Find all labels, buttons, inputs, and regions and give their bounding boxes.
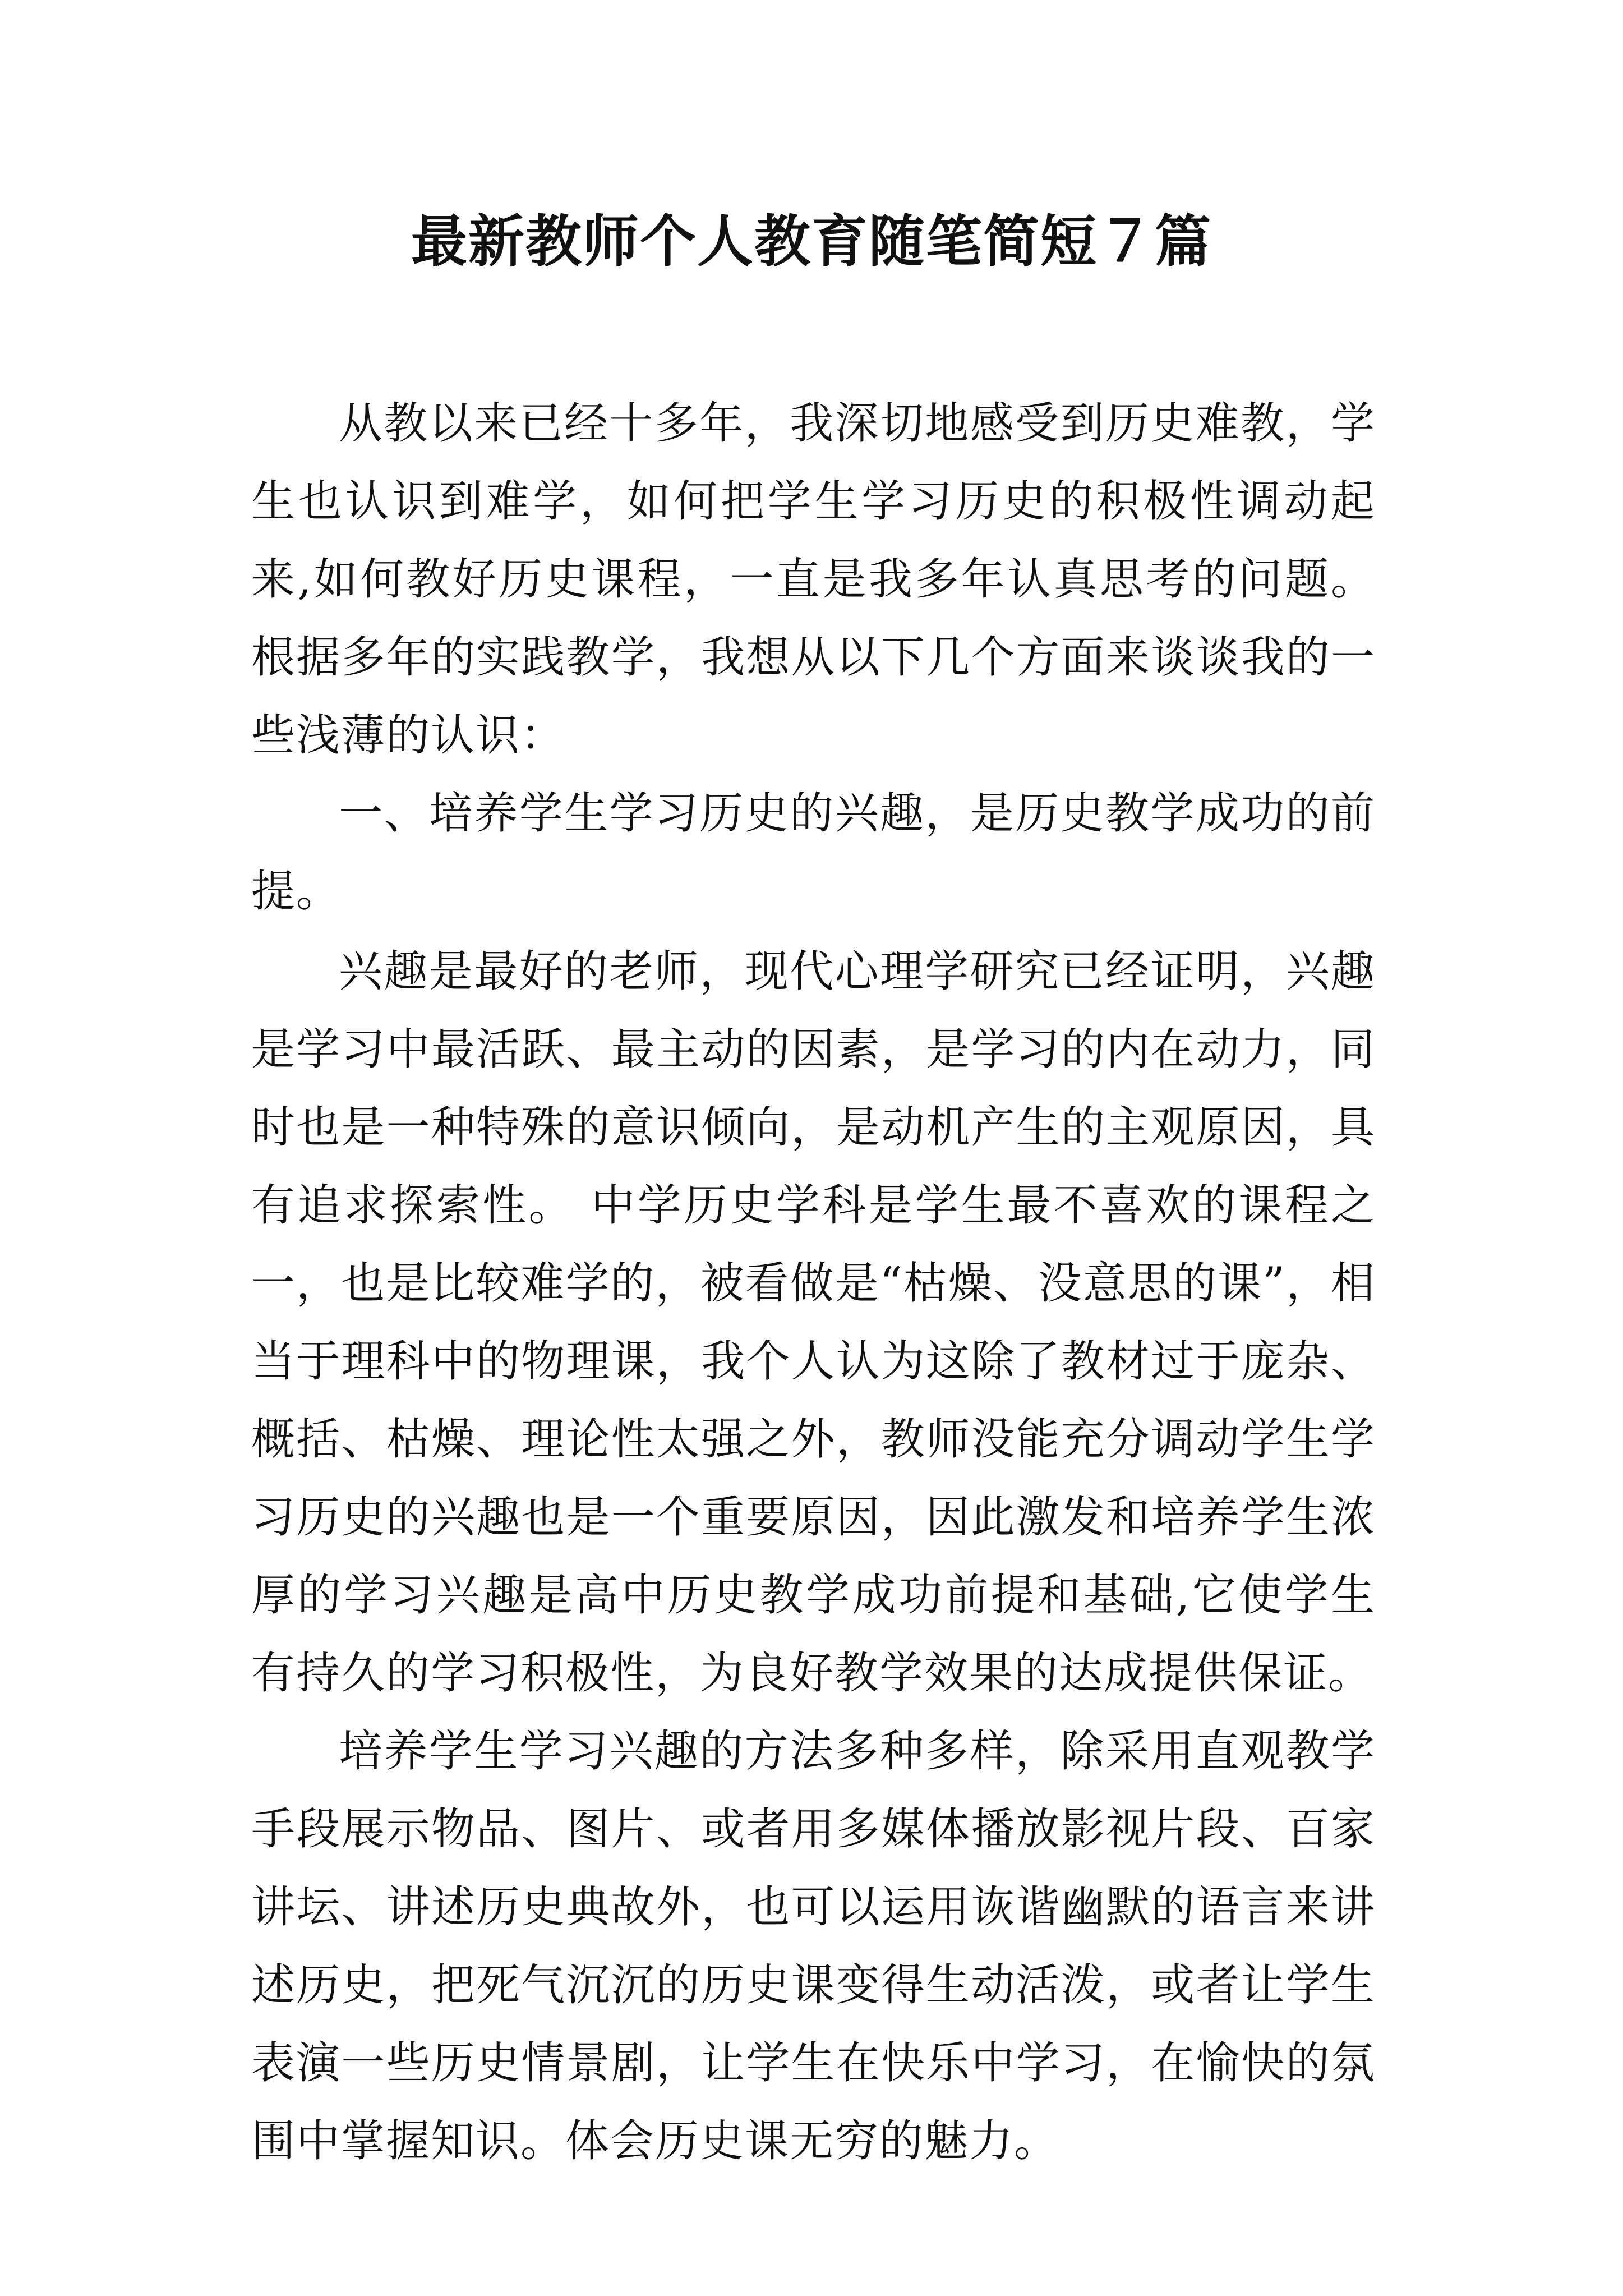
document-title: 最新教师个人教育随笔简短７篇 [411, 208, 1212, 274]
paragraph-interest: 兴趣是最好的老师，现代心理学研究已经证明，兴趣是学习中最活跃、最主动的因素，是学习的内在动力，同时也是一种特殊的意识倾向，是动机产生的主观原因，具有追求探索性。 中学历史学科是学生最不喜欢的课程之一，也是比较难学的，被看做是“枯燥、没意思的课”，相当于理科中的物理课，我个人认为这除了教材过于庞杂、概括、枯燥、理论性太强之外，教师没能充分调动学生学习历史的兴趣也是一个重要原因，因此激发和培养学生浓厚的学习兴趣是高中历史教学成功前提和基础,它使学生有持久的学习积极性，为良好教学效果的达成提供保证。 [251, 946, 1376, 1699]
paragraph-methods: 培养学生学习兴趣的方法多种多样，除采用直观教学手段展示物品、图片、或者用多媒体播放影视片段、百家讲坛、讲述历史典故外，也可以运用诙谐幽默的语言来讲述历史，把死气沉沉的历史课变得生动活泼，或者让学生表演一些历史情景剧，让学生在快乐中学习，在愉快的氛围中掌握知识。体会历史课无穷的魅力。 [251, 1726, 1376, 2166]
document-body [251, 385, 1376, 2180]
paragraph-intro: 从教以来已经十多年，我深切地感受到历史难教，学生也认识到难学，如何把学生学习历史的积极性调动起来,如何教好历史课程，一直是我多年认真思考的问题。根据多年的实践教学，我想从以下几个方面来谈谈我的一些浅薄的认识： [251, 398, 1376, 761]
section-heading-1: 一、培养学生学习历史的兴趣，是历史教学成功的前提。 [251, 788, 1376, 917]
